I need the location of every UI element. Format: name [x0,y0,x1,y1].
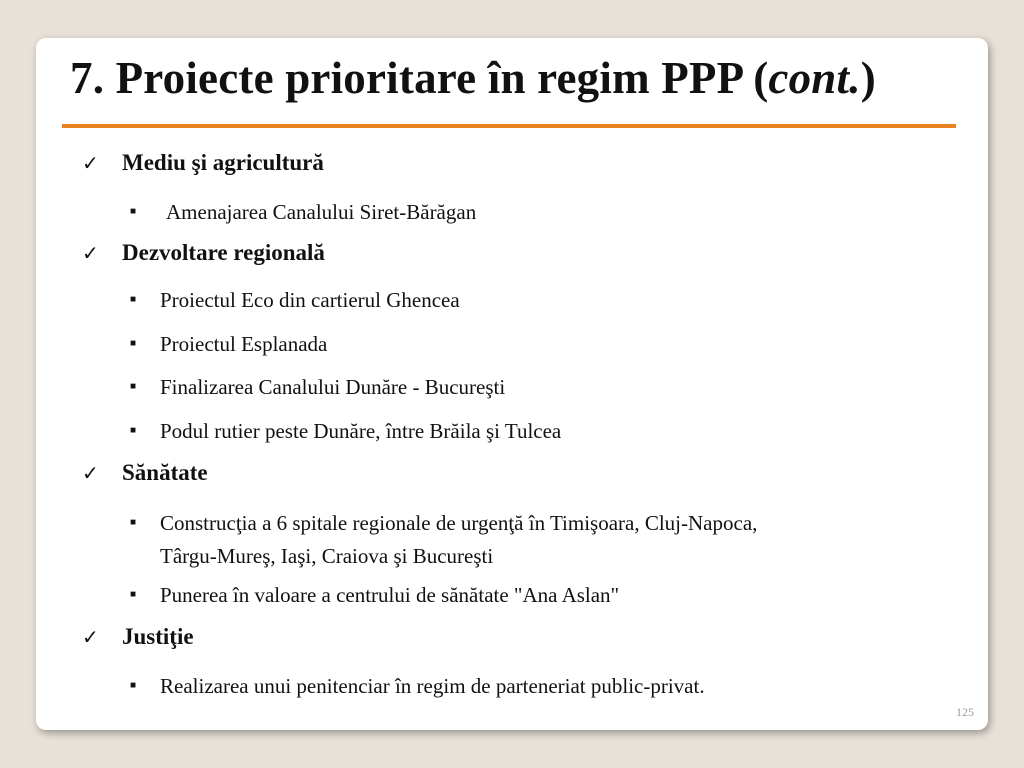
check-icon: ✓ [82,153,99,175]
list-item [130,415,561,450]
section-heading-mediu [82,150,324,176]
list-item [130,328,327,363]
list-item-text: Punerea în valoare a centrului de sănătate "Ana Aslan" [160,583,620,607]
square-bullet-icon: ■ [130,588,137,600]
square-bullet-icon: ■ [130,679,137,691]
square-bullet-icon: ■ [130,380,137,392]
list-item [130,196,476,231]
list-item [130,579,619,614]
slide-content [36,38,988,730]
section-heading-sanatate [82,460,208,486]
page-number: 125 [956,705,974,719]
list-item-text: Podul rutier peste Dunăre, între Brăila şi Tulcea [160,419,562,443]
check-icon: ✓ [82,627,99,649]
square-bullet-icon: ■ [130,424,137,436]
list-item [130,507,757,573]
square-bullet-icon: ■ [130,205,137,217]
section-label: Sănătate [122,460,208,485]
slide [36,38,988,730]
list-item-text-line: Construcţia a 6 spitale regionale de urgenţă în Timişoara, Cluj-Napoca, [160,511,758,535]
square-bullet-icon: ■ [130,293,137,305]
section-label: Mediu şi agricultură [122,150,324,175]
list-item [130,284,460,319]
slide-title-close: ) [860,53,876,103]
list-item-text: Proiectul Esplanada [160,332,328,356]
list-item [130,371,505,406]
list-item-text [160,507,757,573]
square-bullet-icon: ■ [130,337,137,349]
list-item-text: Proiectul Eco din cartierul Ghencea [160,288,460,312]
list-item-text: Realizarea unui penitenciar în regim de parteneriat public-privat. [160,674,705,698]
list-item-text-line: Târgu-Mureş, Iaşi, Craiova şi Bucureşti [160,544,494,568]
check-icon: ✓ [82,463,99,485]
check-icon: ✓ [82,243,99,265]
list-item-text: Amenajarea Canalului Siret-Bărăgan [166,200,477,224]
section-label: Justiţie [122,624,194,649]
list-item-text: Finalizarea Canalului Dunăre - Bucureşti [160,375,506,399]
section-heading-justitie [82,624,194,650]
section-heading-dezvoltare [82,240,325,266]
square-bullet-icon: ■ [130,516,137,528]
section-label: Dezvoltare regională [122,240,325,265]
slide-title-italic: cont. [768,53,861,103]
list-item [130,670,705,705]
slide-title-main: 7. Proiecte prioritare în regim PPP ( [70,53,769,103]
